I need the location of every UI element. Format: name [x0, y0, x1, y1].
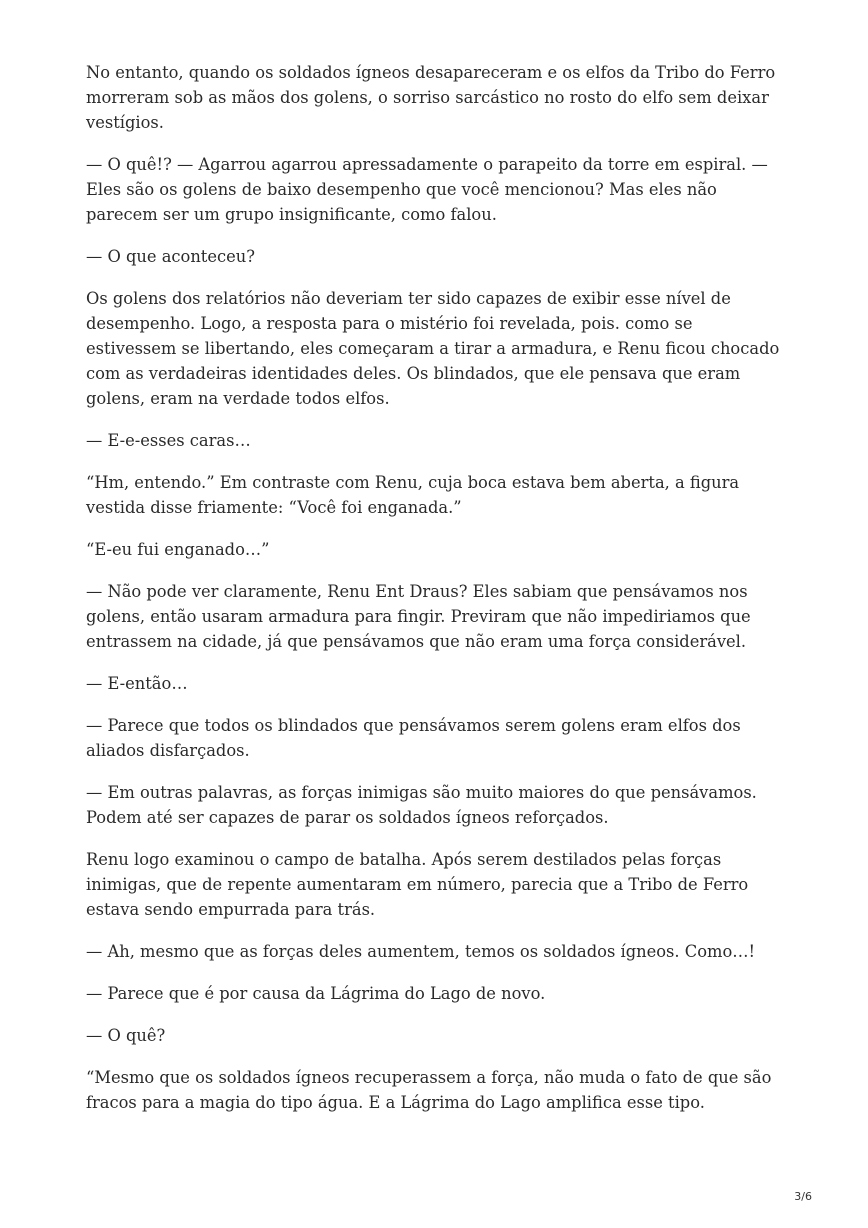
paragraph: “Hm, entendo.” Em contraste com Renu, cuja boca estava bem aberta, a figura vestida disse friamente: “Você foi enganada.” — [86, 473, 740, 517]
paragraph: Renu logo examinou o campo de batalha. Após serem destilados pelas forças inimigas, que de repente aumentaram em número, parecia que a Tribo de Ferro estava sendo empurrada para trás. — [86, 850, 749, 919]
paragraph: — Em outras palavras, as forças inimigas são muito maiores do que pensávamos. Podem até ser capazes de parar os soldados ígneos reforçados. — [86, 783, 757, 827]
paragraph: — Ah, mesmo que as forças deles aumentem, temos os soldados ígneos. Como…! — [86, 942, 756, 961]
paragraph: — Parece que todos os blindados que pensávamos serem golens eram elfos dos aliados disfarçados. — [86, 716, 741, 760]
paragraph: “Mesmo que os soldados ígneos recuperassem a força, não muda o fato de que são fracos para a magia do tipo água. E a Lágrima do Lago amplifica esse tipo. — [86, 1068, 772, 1112]
paragraph: — Parece que é por causa da Lágrima do Lago de novo. — [86, 984, 546, 1003]
document-body — [86, 60, 786, 1132]
paragraph: No entanto, quando os soldados ígneos desapareceram e os elfos da Tribo do Ferro morreram sob as mãos dos golens, o sorriso sarcástico no rosto do elfo sem deixar vestígios. — [86, 63, 776, 132]
paragraph: — E-e-esses caras… — [86, 431, 251, 450]
paragraph: Os golens dos relatórios não deveriam ter sido capazes de exibir esse nível de desempenho. Logo, a resposta para o mistério foi revelada, pois. como se estivessem se libertando, eles começaram a tirar a armadura, e Renu ficou chocado com as verdadeiras identidades deles. Os blindados, que ele pensava que eram golens, eram na verdade todos elfos. — [86, 289, 780, 408]
paragraph: “E-eu fui enganado…” — [86, 540, 270, 559]
paragraph: — O que aconteceu? — [86, 247, 255, 266]
paragraph: — E-então… — [86, 674, 188, 693]
paragraph: — Não pode ver claramente, Renu Ent Draus? Eles sabiam que pensávamos nos golens, então usaram armadura para fingir. Previram que não impediriamos que entrassem na cidade, já que pensávamos que não eram uma força considerável. — [86, 582, 751, 651]
page-number: 3/6 — [794, 1190, 812, 1203]
paragraph: — O quê? — [86, 1026, 166, 1045]
paragraph: — O quê!? — Agarrou agarrou apressadamente o parapeito da torre em espiral. — Eles são os golens de baixo desempenho que você mencionou? Mas eles não parecem ser um grupo insignificante, como falou. — [86, 155, 768, 224]
